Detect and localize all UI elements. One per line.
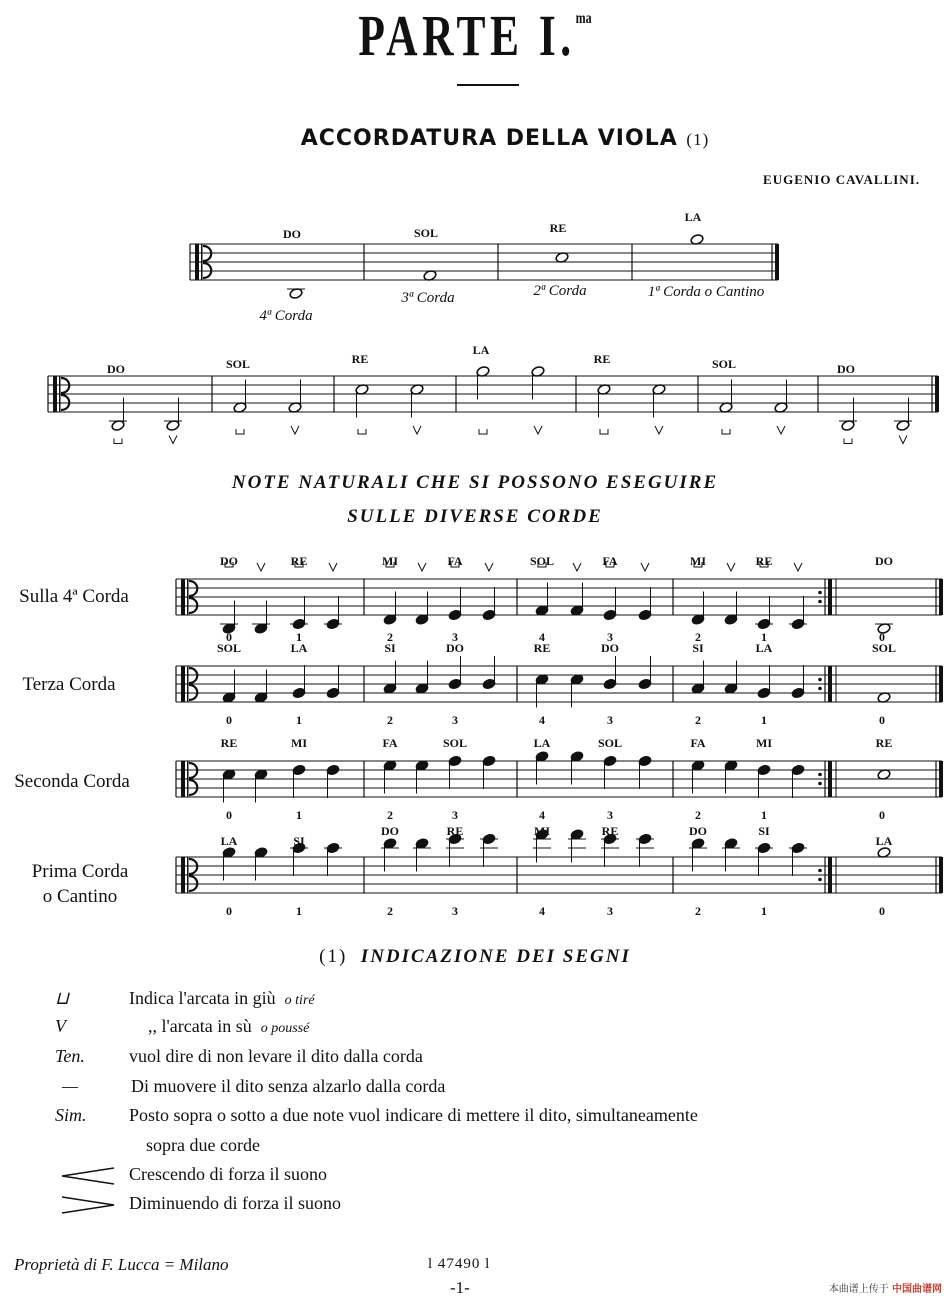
repeat-dot <box>818 591 822 595</box>
quarter-note <box>638 833 652 845</box>
legend-item-slide: Di muovere il dito senza alzarlo dalla corda <box>131 1076 446 1096</box>
string-staff-2 <box>176 666 942 702</box>
note-name: DO <box>601 641 619 655</box>
exercise-note-name: RE <box>351 352 369 366</box>
down-bow-icon <box>358 429 366 434</box>
quarter-note <box>757 618 771 630</box>
fingering-number: 1 <box>761 713 767 727</box>
fingering-number: 2 <box>695 713 701 727</box>
down-bow-icon <box>722 429 730 434</box>
quarter-note <box>791 687 805 699</box>
note-name: RE <box>601 824 619 838</box>
up-bow-icon <box>899 436 907 444</box>
tuning-note-name: RE <box>549 221 567 235</box>
quarter-note <box>603 678 617 690</box>
up-bow-icon <box>655 426 663 434</box>
repeat-dot <box>818 782 822 786</box>
fingering-number: 3 <box>607 630 613 644</box>
tuning-note-name: LA <box>684 210 702 224</box>
down-bow-icon <box>236 429 244 434</box>
note-name: MI <box>756 736 772 750</box>
row-label-first-string-alt: o Cantino <box>42 886 118 907</box>
repeat-dot <box>818 773 822 777</box>
quarter-note <box>326 842 340 854</box>
tuning-note-name: DO <box>283 227 301 241</box>
alto-clef-bar <box>53 376 57 412</box>
down-bow-icon <box>479 429 487 434</box>
up-bow-icon <box>534 426 542 434</box>
fingering-number: 3 <box>452 808 458 822</box>
up-bow-icon <box>727 563 735 571</box>
quarter-note <box>791 764 805 776</box>
note-name: FA <box>690 736 706 750</box>
quarter-note <box>638 755 652 767</box>
alto-clef-bar <box>187 579 189 615</box>
fingering-number: 3 <box>452 904 458 918</box>
alto-clef-bar <box>195 244 199 280</box>
quarter-note <box>482 755 496 767</box>
up-bow-icon <box>413 426 421 434</box>
exercise-note-name: DO <box>107 362 125 376</box>
note-name: DO <box>381 824 399 838</box>
quarter-note <box>757 764 771 776</box>
note-name: SI <box>758 824 770 838</box>
bowing-staff <box>48 376 938 412</box>
final-barline-thick <box>939 579 943 615</box>
up-bow-icon <box>169 436 177 444</box>
note-name: LA <box>533 736 551 750</box>
composer-name: EUGENIO CAVALLINI. <box>763 172 920 187</box>
note-name: RE <box>220 736 238 750</box>
fingering-number: 3 <box>607 808 613 822</box>
quarter-note <box>791 842 805 854</box>
down-bow-icon <box>844 439 852 444</box>
quarter-note <box>326 687 340 699</box>
quarter-note <box>482 609 496 621</box>
note-name: LA <box>290 641 308 655</box>
quarter-note <box>791 618 805 630</box>
final-barline-thick <box>775 244 779 280</box>
quarter-note <box>757 842 771 854</box>
note-name: FA <box>382 736 398 750</box>
tenuto-symbol: Ten. <box>55 1046 85 1066</box>
slide-dash-symbol: — <box>62 1076 79 1096</box>
quarter-note <box>292 618 306 630</box>
note-name: RE <box>875 736 893 750</box>
exercise-note-name: SOL <box>711 357 737 371</box>
tuning-note-name: SOL <box>413 226 439 240</box>
up-bow-icon <box>794 563 802 571</box>
fingering-number: 4 <box>539 630 545 644</box>
up-bow-icon <box>777 426 785 434</box>
fingering-number: 2 <box>695 808 701 822</box>
exercise-note-name: RE <box>593 352 611 366</box>
final-barline-thick <box>939 857 943 893</box>
note-name: SOL <box>216 641 242 655</box>
alto-clef-bar <box>181 857 185 893</box>
fingering-number: 1 <box>761 630 767 644</box>
fingering-number: 2 <box>387 808 393 822</box>
quarter-note <box>448 678 462 690</box>
subtitle: ACCORDATURA DELLA VIOLA (1) <box>300 126 710 151</box>
fingering-number: 1 <box>296 808 302 822</box>
note-name: RE <box>533 641 551 655</box>
repeat-dot <box>818 687 822 691</box>
fingering-number: 4 <box>539 808 545 822</box>
note-name: LA <box>875 834 893 848</box>
fingering-number: 0 <box>226 630 232 644</box>
simile-symbol: Sim. <box>55 1105 87 1125</box>
legend-item-simultaneous: Posto sopra o sotto a due note vuol indicare di mettere il dito, simultaneamente <box>129 1105 698 1125</box>
string-label: 3ª Corda <box>401 290 455 306</box>
fingering-number: 4 <box>539 713 545 727</box>
alto-clef-bar <box>181 579 185 615</box>
natural-notes-heading-line1: NOTE NATURALI CHE SI POSSONO ESEGUIRE <box>231 472 719 493</box>
fingering-number: 1 <box>761 904 767 918</box>
note-name: DO <box>220 554 238 568</box>
quarter-note <box>482 678 496 690</box>
fingering-number: 0 <box>879 808 885 822</box>
string-staff-1 <box>176 579 942 615</box>
down-bow-icon <box>600 429 608 434</box>
quarter-note <box>326 618 340 630</box>
up-bow-icon <box>573 563 581 571</box>
note-name: SI <box>293 834 305 848</box>
legend-item-crescendo: Crescendo di forza il suono <box>129 1164 327 1184</box>
publisher-credit: Proprietà di F. Lucca = Milano <box>14 1255 229 1274</box>
fingering-number: 1 <box>761 808 767 822</box>
down-bow-symbol: ⊔ <box>55 988 70 1008</box>
row-label-second-string: Seconda Corda <box>14 771 130 792</box>
legend-item-up-bow: ,, l'arcata in sù o poussé <box>148 1016 310 1036</box>
up-bow-icon <box>291 426 299 434</box>
note-name: SOL <box>442 736 468 750</box>
fingering-number: 2 <box>387 630 393 644</box>
string-label: 1ª Corda o Cantino <box>647 284 765 300</box>
plate-number: l 47490 l <box>428 1256 491 1272</box>
note-name: MI <box>382 554 398 568</box>
note-name: MI <box>291 736 307 750</box>
note-name: LA <box>220 834 238 848</box>
note-name: DO <box>446 641 464 655</box>
legend-item-diminuendo: Diminuendo di forza il suono <box>129 1193 341 1213</box>
fingering-number: 2 <box>387 713 393 727</box>
note-name: SOL <box>871 641 897 655</box>
legend-item-simultaneous-cont: sopra due corde <box>146 1135 260 1155</box>
quarter-note <box>757 687 771 699</box>
note-name: DO <box>689 824 707 838</box>
quarter-note <box>292 764 306 776</box>
quarter-note <box>603 755 617 767</box>
repeat-barline-thick <box>828 666 832 702</box>
note-name: MI <box>534 824 550 838</box>
repeat-barline-thick <box>828 761 832 797</box>
fingering-number: 1 <box>296 713 302 727</box>
repeat-dot <box>818 878 822 882</box>
quarter-note <box>326 764 340 776</box>
legend-item-tenuto: vuol dire di non levare il dito dalla corda <box>129 1046 423 1066</box>
exercise-note-name: DO <box>837 362 855 376</box>
legend-heading: (1) INDICAZIONE DEI SEGNI <box>319 946 631 967</box>
fingering-number: 0 <box>879 630 885 644</box>
string-staff-3 <box>176 761 942 797</box>
up-bow-icon <box>418 563 426 571</box>
repeat-dot <box>818 678 822 682</box>
page-number: -1- <box>450 1278 470 1297</box>
alto-clef-bar <box>201 244 203 280</box>
page-title: PARTE I.$^{ma}$ <box>358 3 592 68</box>
fingering-number: 0 <box>879 713 885 727</box>
final-barline-thick <box>939 666 943 702</box>
row-label-third-string: Terza Corda <box>22 674 116 695</box>
final-barline-thick <box>935 376 939 412</box>
diminuendo-hairpin-icon <box>58 1195 118 1215</box>
watermark-stamp: 本曲谱上传于 中国曲谱网 <box>828 1284 942 1295</box>
string-label: 2ª Corda <box>533 283 587 299</box>
fingering-number: 2 <box>387 904 393 918</box>
exercise-note-name: LA <box>472 343 490 357</box>
final-barline-thick <box>939 761 943 797</box>
note-name: RE <box>446 824 464 838</box>
quarter-note <box>638 609 652 621</box>
fingering-number: 0 <box>226 808 232 822</box>
note-name: SOL <box>597 736 623 750</box>
quarter-note <box>603 609 617 621</box>
alto-clef-bar <box>59 376 61 412</box>
fingering-number: 0 <box>226 904 232 918</box>
exercise-note-name: SOL <box>225 357 251 371</box>
note-name: RE <box>290 554 308 568</box>
quarter-note <box>638 678 652 690</box>
note-name: FA <box>602 554 618 568</box>
note-name: SI <box>384 641 396 655</box>
note-name: RE <box>755 554 773 568</box>
alto-clef-bar <box>181 666 185 702</box>
alto-clef-bar <box>187 857 189 893</box>
alto-clef-bar <box>181 761 185 797</box>
up-bow-icon <box>641 563 649 571</box>
fingering-number: 3 <box>452 713 458 727</box>
note-name: DO <box>875 554 893 568</box>
note-name: MI <box>690 554 706 568</box>
repeat-barline-thick <box>828 579 832 615</box>
note-name: FA <box>447 554 463 568</box>
fingering-number: 2 <box>695 904 701 918</box>
fingering-number: 4 <box>539 904 545 918</box>
up-bow-icon <box>485 563 493 571</box>
fingering-number: 0 <box>226 713 232 727</box>
repeat-dot <box>818 869 822 873</box>
note-name: SOL <box>529 554 555 568</box>
fingering-number: 3 <box>452 630 458 644</box>
down-bow-icon <box>114 439 122 444</box>
quarter-note <box>448 609 462 621</box>
repeat-barline-thick <box>828 857 832 893</box>
note-name: SI <box>692 641 704 655</box>
alto-clef-bar <box>187 666 189 702</box>
repeat-dot <box>818 600 822 604</box>
fingering-number: 0 <box>879 904 885 918</box>
fingering-number: 1 <box>296 630 302 644</box>
string-label: 4ª Corda <box>259 308 313 324</box>
row-label-first-string: Prima Corda <box>31 861 129 882</box>
note-name: LA <box>755 641 773 655</box>
fingering-number: 2 <box>695 630 701 644</box>
fingering-number: 3 <box>607 904 613 918</box>
quarter-note <box>482 833 496 845</box>
legend-item-down-bow: Indica l'arcata in giù o tiré <box>129 988 315 1008</box>
fingering-number: 1 <box>296 904 302 918</box>
natural-notes-heading-line2: SULLE DIVERSE CORDE <box>347 506 603 527</box>
alto-clef-bar <box>187 761 189 797</box>
up-bow-icon <box>329 563 337 571</box>
up-bow-symbol: V <box>55 1016 66 1036</box>
string-staff-4 <box>176 857 942 893</box>
tuning-staff <box>190 244 778 280</box>
quarter-note <box>448 755 462 767</box>
quarter-note <box>292 687 306 699</box>
crescendo-hairpin-icon <box>58 1166 118 1186</box>
up-bow-icon <box>257 563 265 571</box>
fingering-number: 3 <box>607 713 613 727</box>
row-label-fourth-string: Sulla 4ª Corda <box>19 586 129 607</box>
